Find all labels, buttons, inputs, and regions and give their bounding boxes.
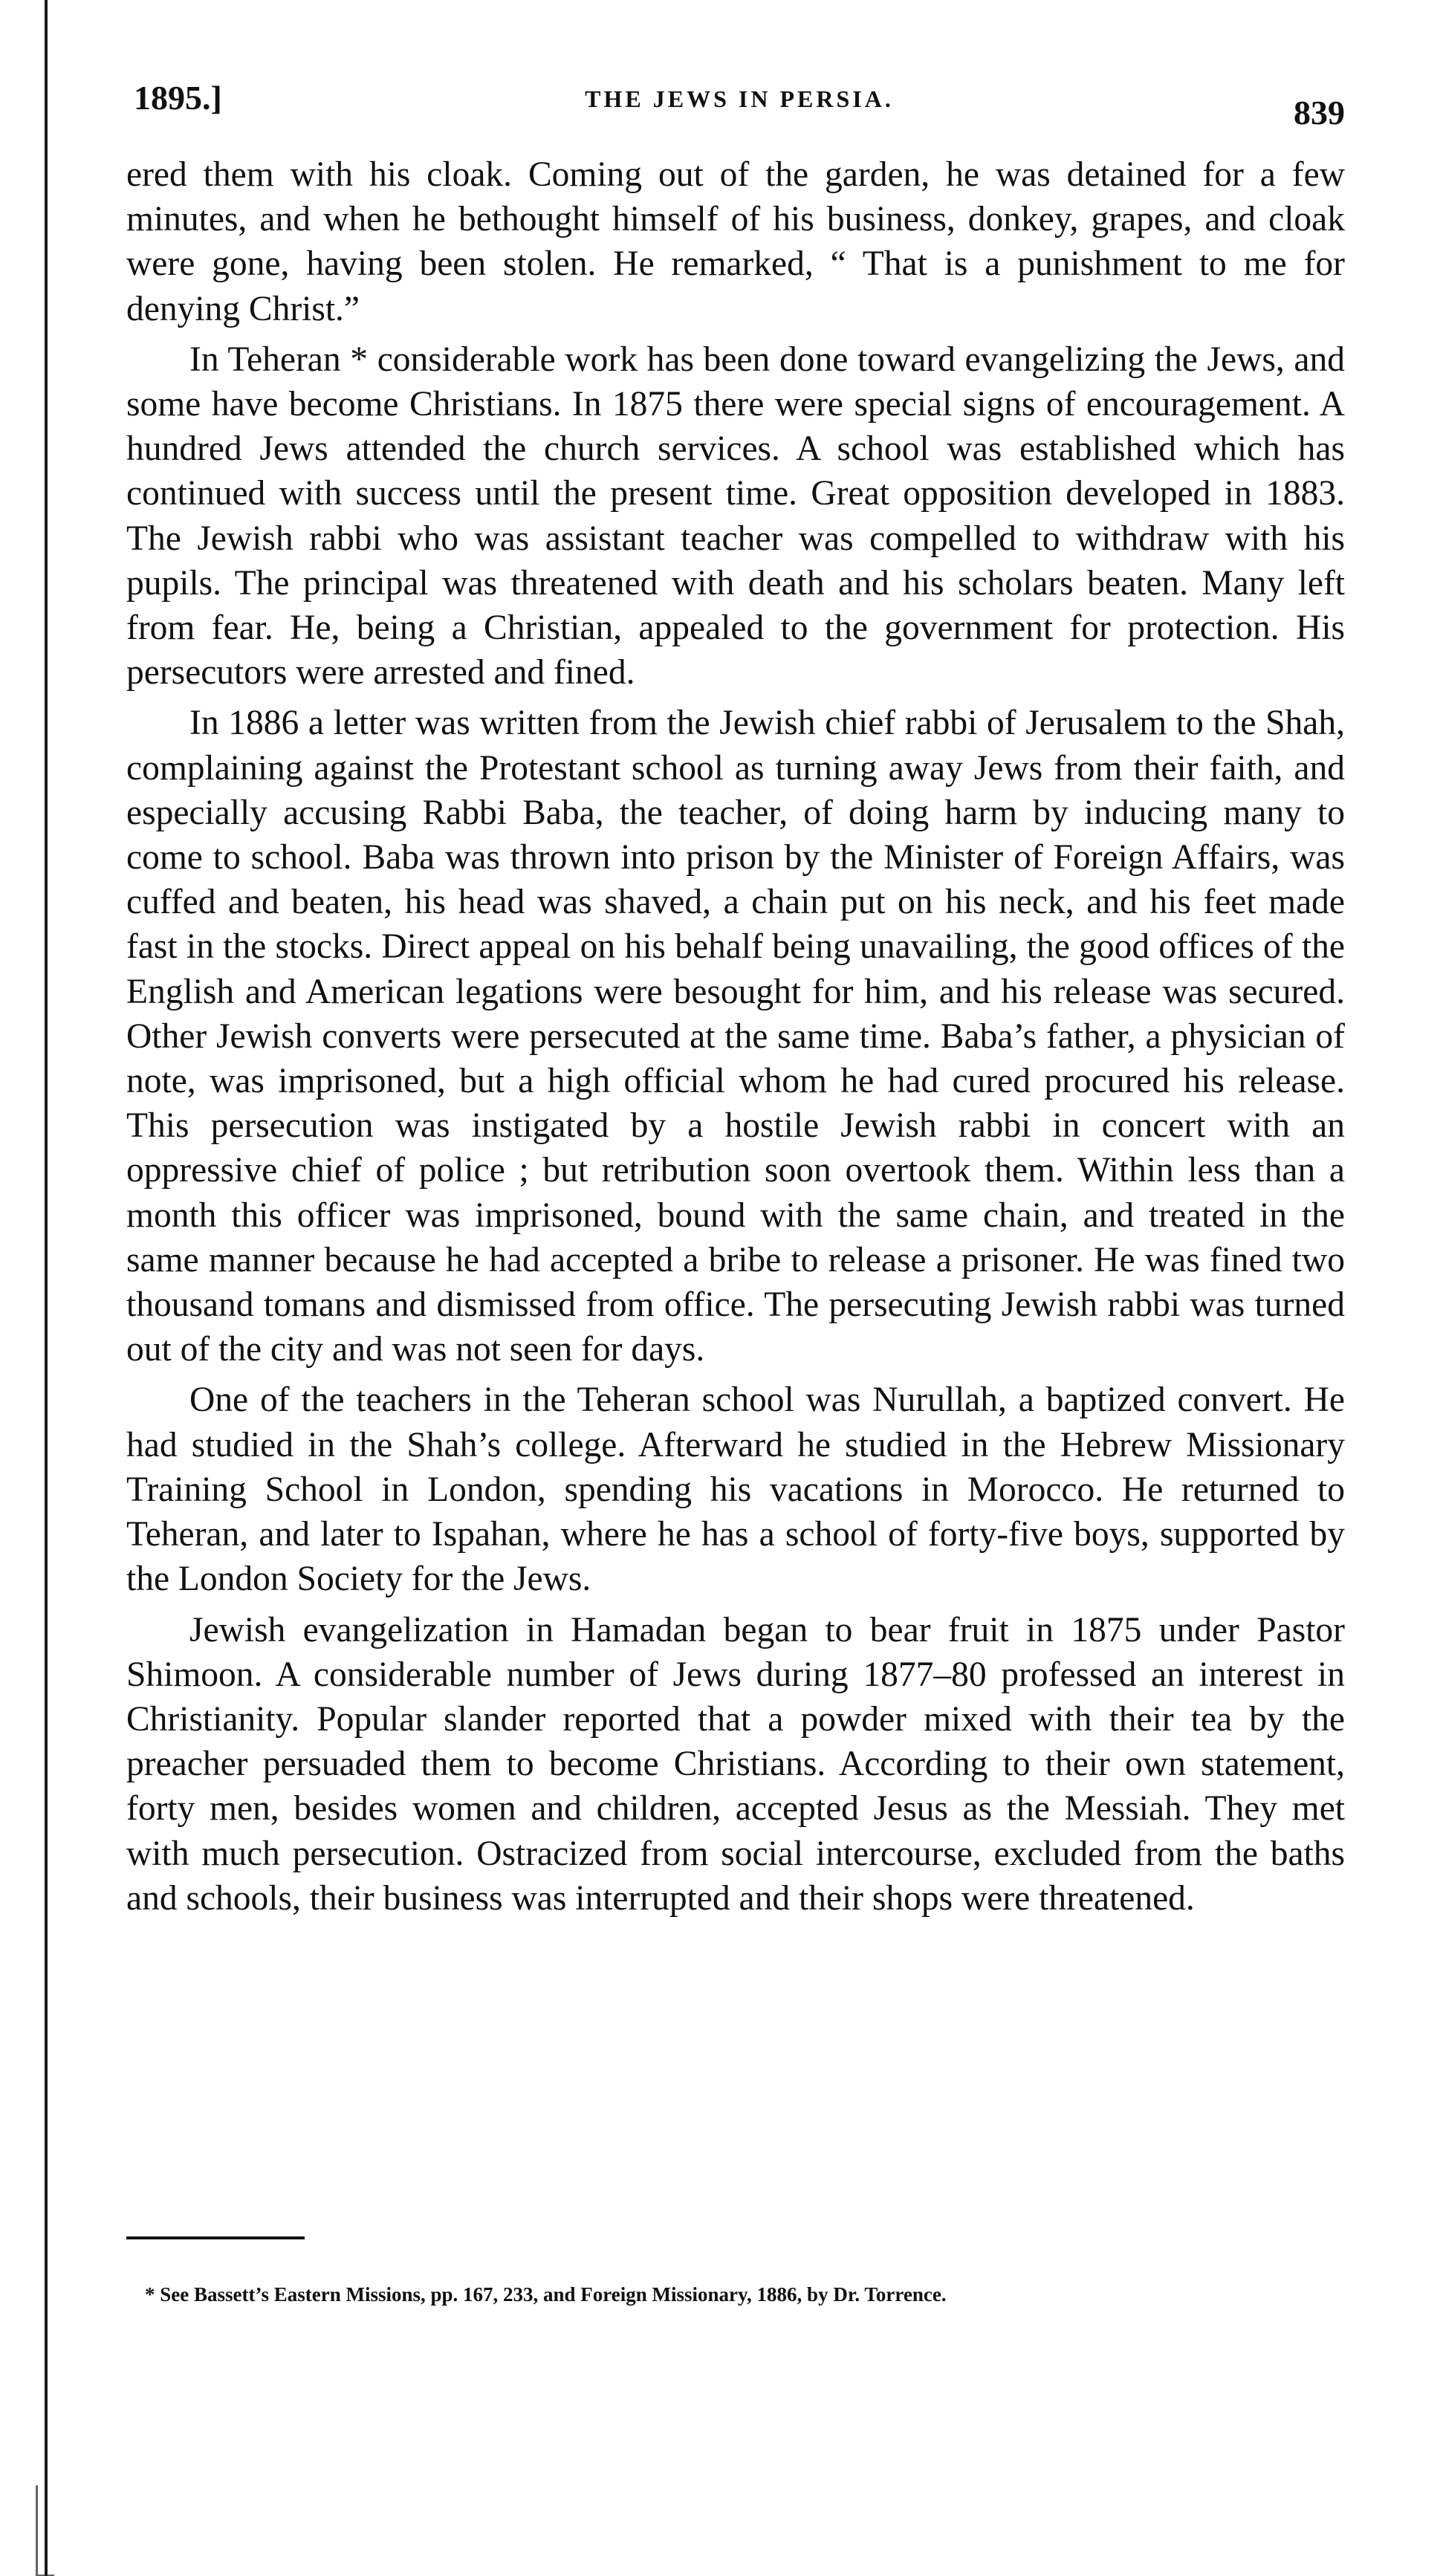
footnote-rule bbox=[126, 2236, 305, 2239]
paragraph: In 1886 a letter was written from the Jewish chief rabbi of Jerusalem to the Shah, complaining against the Protestant school as turning away Jews from their faith, and especially accusing Rabbi Baba, the teacher, of doing harm by inducing many to come to school. Baba was thrown into prison by the Minister of Foreign Affairs, was cuffed and beaten, his head was shaved, a chain put on his neck, and his feet made fast in the stocks. Direct appeal on his behalf being unavailing, the good offices of the English and American legations were besought for him, and his release was secured. Other Jewish converts were persecuted at the same time. Baba’s father, a physician of note, was imprisoned, but a high official whom he had cured procured his release. This persecution was instigated by a hostile Jewish rabbi in concert with an oppressive chief of police ; but retribution soon overtook them. Within less than a month this officer was imprisoned, bound with the same chain, and treated in the same manner because he had accepted a bribe to release a prisoner. He was fined two thousand tomans and dismissed from office. The persecuting Jewish rabbi was turned out of the city and was not seen for days. bbox=[126, 704, 1345, 1369]
paragraph: In Teheran * considerable work has been done toward evangelizing the Jews, and some have become Christians. In 1875 there were special signs of encouragement. A hundred Jews attended the church services. A school was established which has continued with success until the present time. Great opposition developed in 1883. The Jewish rabbi who was assistant teacher was compelled to withdraw with his pupils. The principal was threatened with death and his scholars beaten. Many left from fear. He, being a Christian, appealed to the government for protection. His persecutors were arrested and fined. bbox=[126, 340, 1345, 692]
page-number: 839 bbox=[1294, 94, 1345, 132]
header-title: THE JEWS IN PERSIA. bbox=[585, 85, 894, 112]
article-body bbox=[126, 152, 1345, 1927]
footnote: * See Bassett’s Eastern Missions, pp. 167, 233, and Foreign Missionary, 1886, by Dr. Torrence. bbox=[145, 2283, 947, 2306]
header-year: 1895.] bbox=[134, 79, 222, 117]
running-header bbox=[134, 71, 1345, 130]
paragraph: One of the teachers in the Teheran school was Nurullah, a baptized convert. He had studied in the Shah’s college. Afterward he studied in the Hebrew Missionary Training School in London, spending his vacations in Morocco. He returned to Teheran, and later to Ispahan, where he has a school of forty-five boys, supported by the London Society for the Jews. bbox=[126, 1381, 1345, 1599]
page-edge-line bbox=[45, 0, 48, 2576]
paragraph: Jewish evangelization in Hamadan began to bear fruit in 1875 under Pastor Shimoon. A considerable number of Jews during 1877–80 professed an interest in Christianity. Popular slander reported that a powder mixed with their tea by the preacher persuaded them to become Christians. According to their own statement, forty men, besides women and children, accepted Jesus as the Messiah. They met with much persecution. Ostracized from social intercourse, excluded from the baths and schools, their business was interrupted and their shops were threatened. bbox=[126, 1610, 1345, 1918]
page-edge-corner bbox=[36, 2485, 54, 2576]
paragraph: ered them with his cloak. Coming out of the garden, he was detained for a few minutes, and when he bethought himself of his business, donkey, grapes, and cloak were gone, having been stolen. He remarked, “ That is a punishment to me for denying Christ.” bbox=[126, 155, 1345, 328]
